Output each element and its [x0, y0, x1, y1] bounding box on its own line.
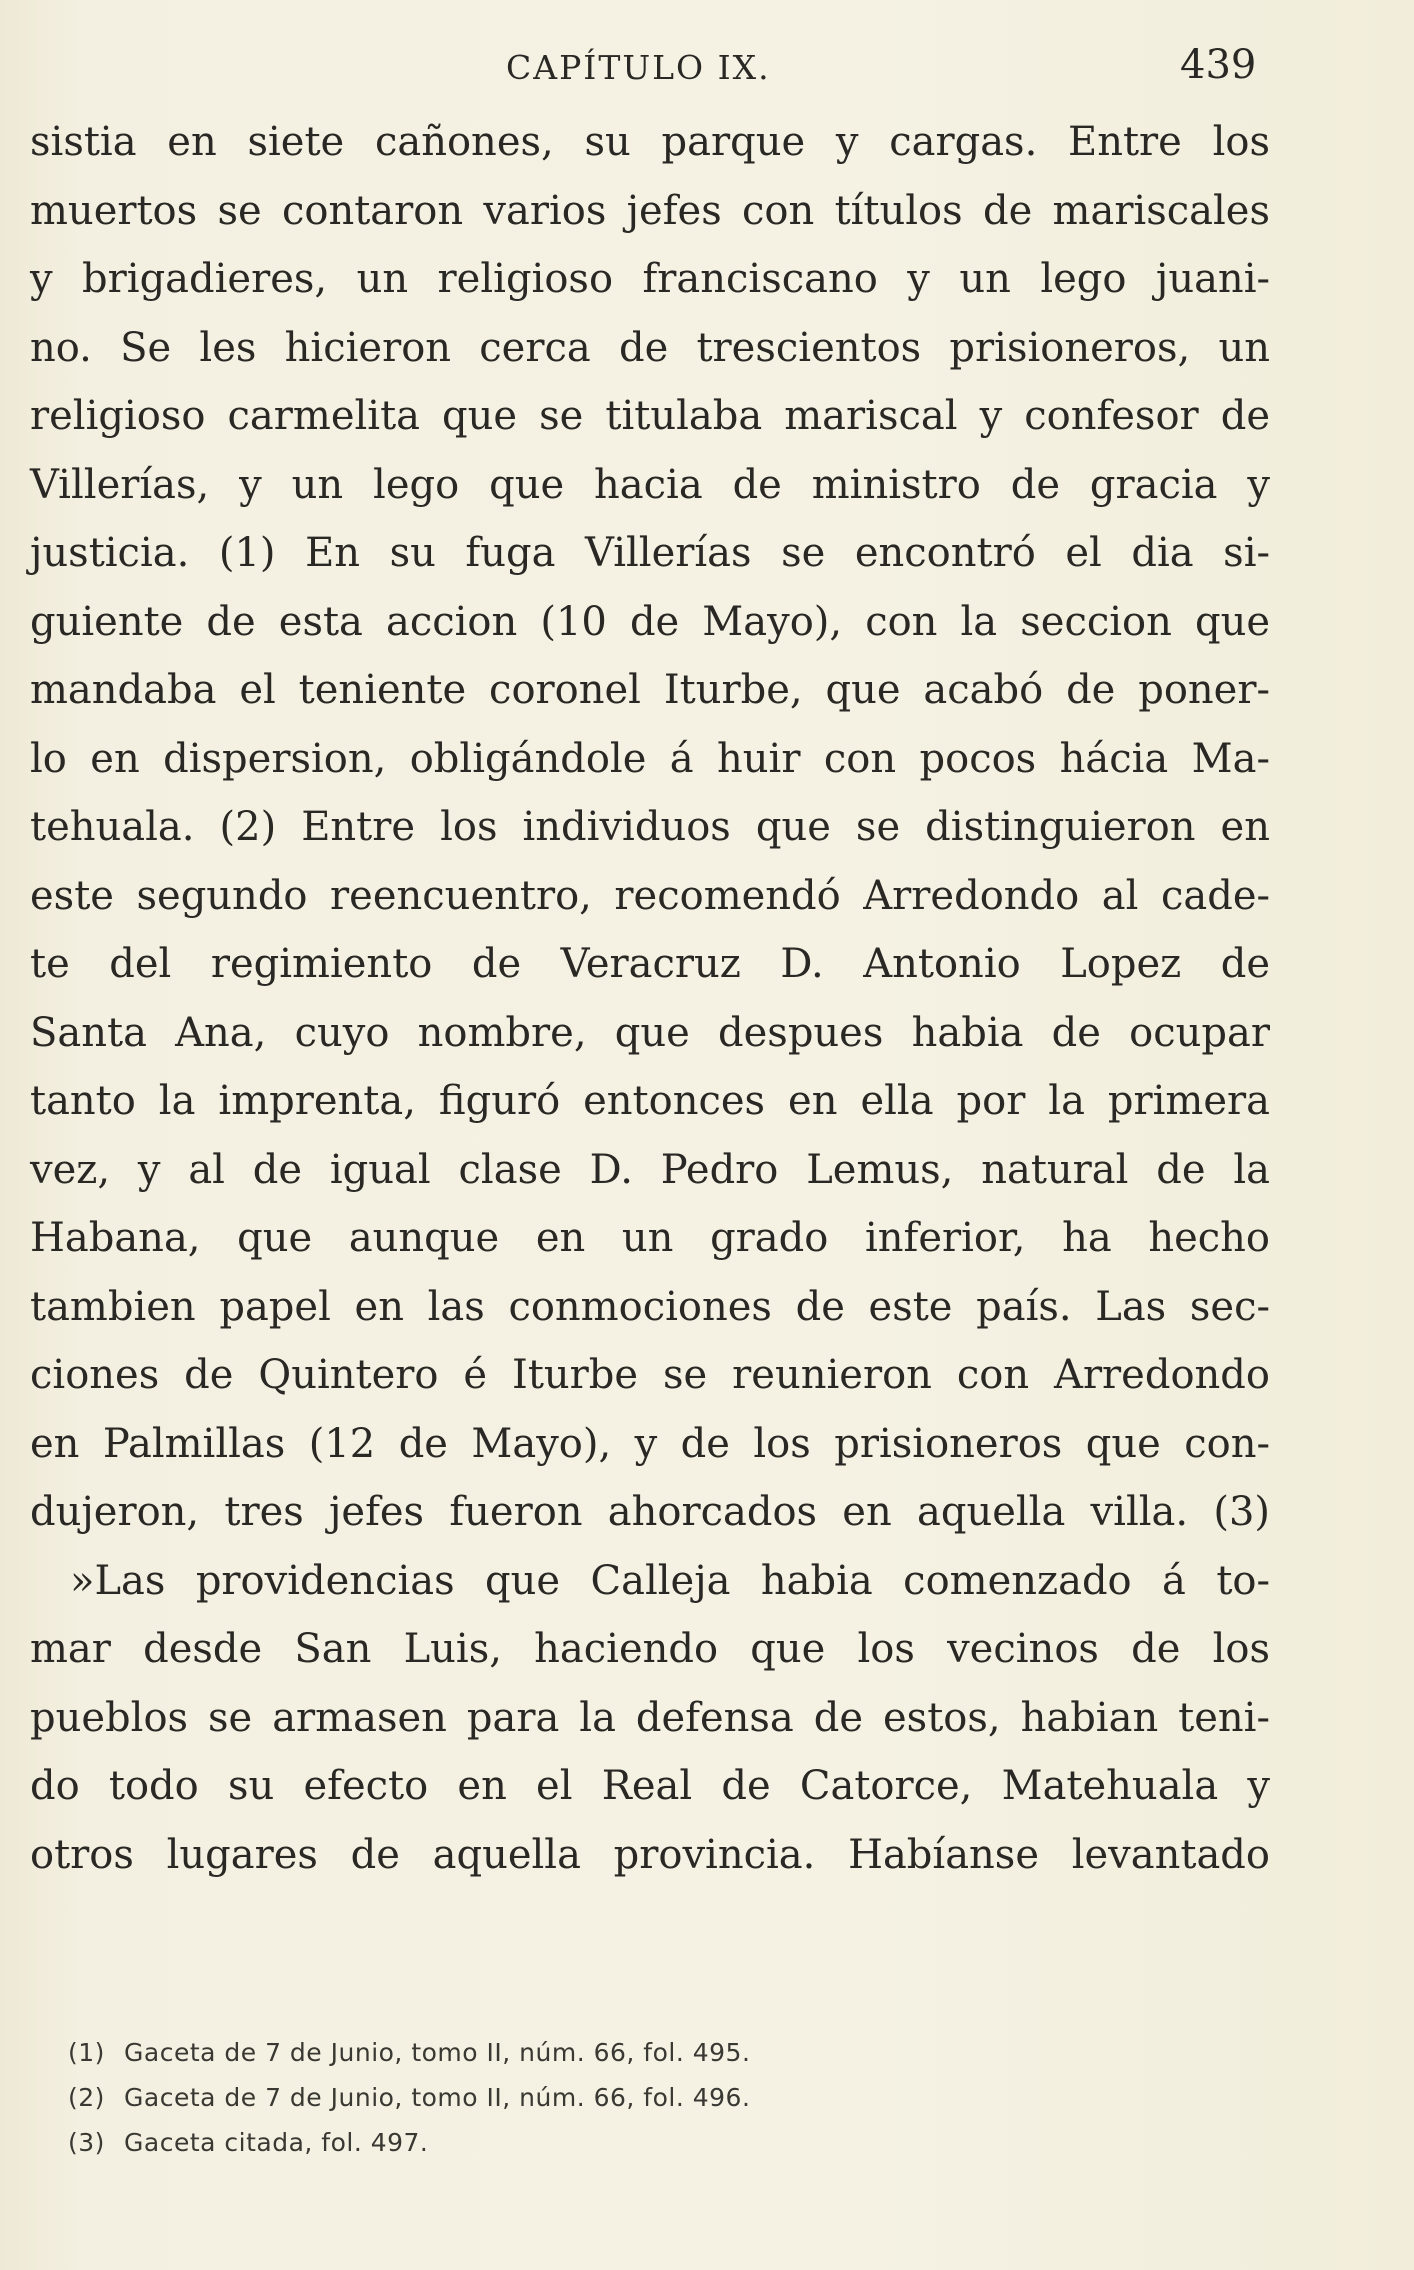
text-line: otros lugares de aquella provincia. Habíanse levantado	[30, 1831, 1270, 1878]
footnote-text: Gaceta citada, fol. 497.	[124, 2128, 429, 2157]
text-line: »Las providencias que Calleja habia comenzado á to-	[70, 1557, 1270, 1604]
text-line: justicia. (1) En su fuga Villerías se encontró el dia si-	[30, 530, 1270, 576]
footnote	[68, 2120, 968, 2165]
text-line: tanto la imprenta, figuró entonces en ella por la primera	[30, 1078, 1270, 1124]
footnote	[68, 2030, 968, 2075]
text-line: tambien papel en las conmociones de este país. Las sec-	[30, 1283, 1270, 1330]
text-line: religioso carmelita que se titulaba mariscal y confesor de	[30, 393, 1270, 439]
footnote-text: Gaceta de 7 de Junio, tomo II, núm. 66, fol. 496.	[124, 2083, 751, 2112]
text-line: tehuala. (2) Entre los individuos que se distinguieron en	[30, 804, 1270, 850]
text-line: dujeron, tres jefes fueron ahorcados en aquella villa. (3)	[30, 1489, 1270, 1535]
text-line: y brigadieres, un religioso franciscano y un lego juani-	[30, 256, 1270, 302]
text-line: Santa Ana, cuyo nombre, que despues habia de ocupar	[30, 1009, 1270, 1056]
text-line: guiente de esta accion (10 de Mayo), con la seccion que	[30, 598, 1270, 645]
footnote-number: (2)	[68, 2083, 105, 2112]
text-line: Villerías, y un lego que hacia de ministro de gracia y	[30, 461, 1270, 508]
footnote	[68, 2075, 968, 2120]
text-line: mandaba el teniente coronel Iturbe, que acabó de poner-	[30, 667, 1270, 713]
text-line: no. Se les hicieron cerca de trescientos prisioneros, un	[30, 324, 1270, 371]
page-number: 439	[1180, 42, 1257, 88]
text-line: este segundo reencuentro, recomendó Arredondo al cade-	[30, 872, 1270, 919]
text-line: do todo su efecto en el Real de Catorce, Matehuala y	[30, 1763, 1270, 1809]
text-line: lo en dispersion, obligándole á huir con pocos hácia Ma-	[30, 735, 1270, 782]
text-line: pueblos se armasen para la defensa de estos, habian teni-	[30, 1694, 1270, 1741]
text-line: mar desde San Luis, haciendo que los vecinos de los	[30, 1626, 1270, 1672]
text-line: muertos se contaron varios jefes con títulos de mariscales	[30, 187, 1270, 234]
text-line: vez, y al de igual clase D. Pedro Lemus, natural de la	[30, 1146, 1270, 1193]
text-line: ciones de Quintero é Iturbe se reunieron con Arredondo	[30, 1352, 1270, 1398]
footnote-text: Gaceta de 7 de Junio, tomo II, núm. 66, fol. 495.	[124, 2038, 751, 2067]
text-line: en Palmillas (12 de Mayo), y de los prisioneros que con-	[30, 1420, 1270, 1467]
footnote-number: (3)	[68, 2128, 105, 2157]
running-head: CAPÍTULO IX.	[506, 48, 771, 87]
page-header	[30, 40, 1270, 100]
footnotes	[68, 2030, 968, 2165]
text-line: sistia en siete cañones, su parque y cargas. Entre los	[30, 119, 1270, 165]
footnote-number: (1)	[68, 2038, 105, 2067]
text-line: Habana, que aunque en un grado inferior, ha hecho	[30, 1215, 1270, 1261]
body-text	[30, 108, 1270, 1889]
text-line: te del regimiento de Veracruz D. Antonio Lopez de	[30, 941, 1270, 987]
